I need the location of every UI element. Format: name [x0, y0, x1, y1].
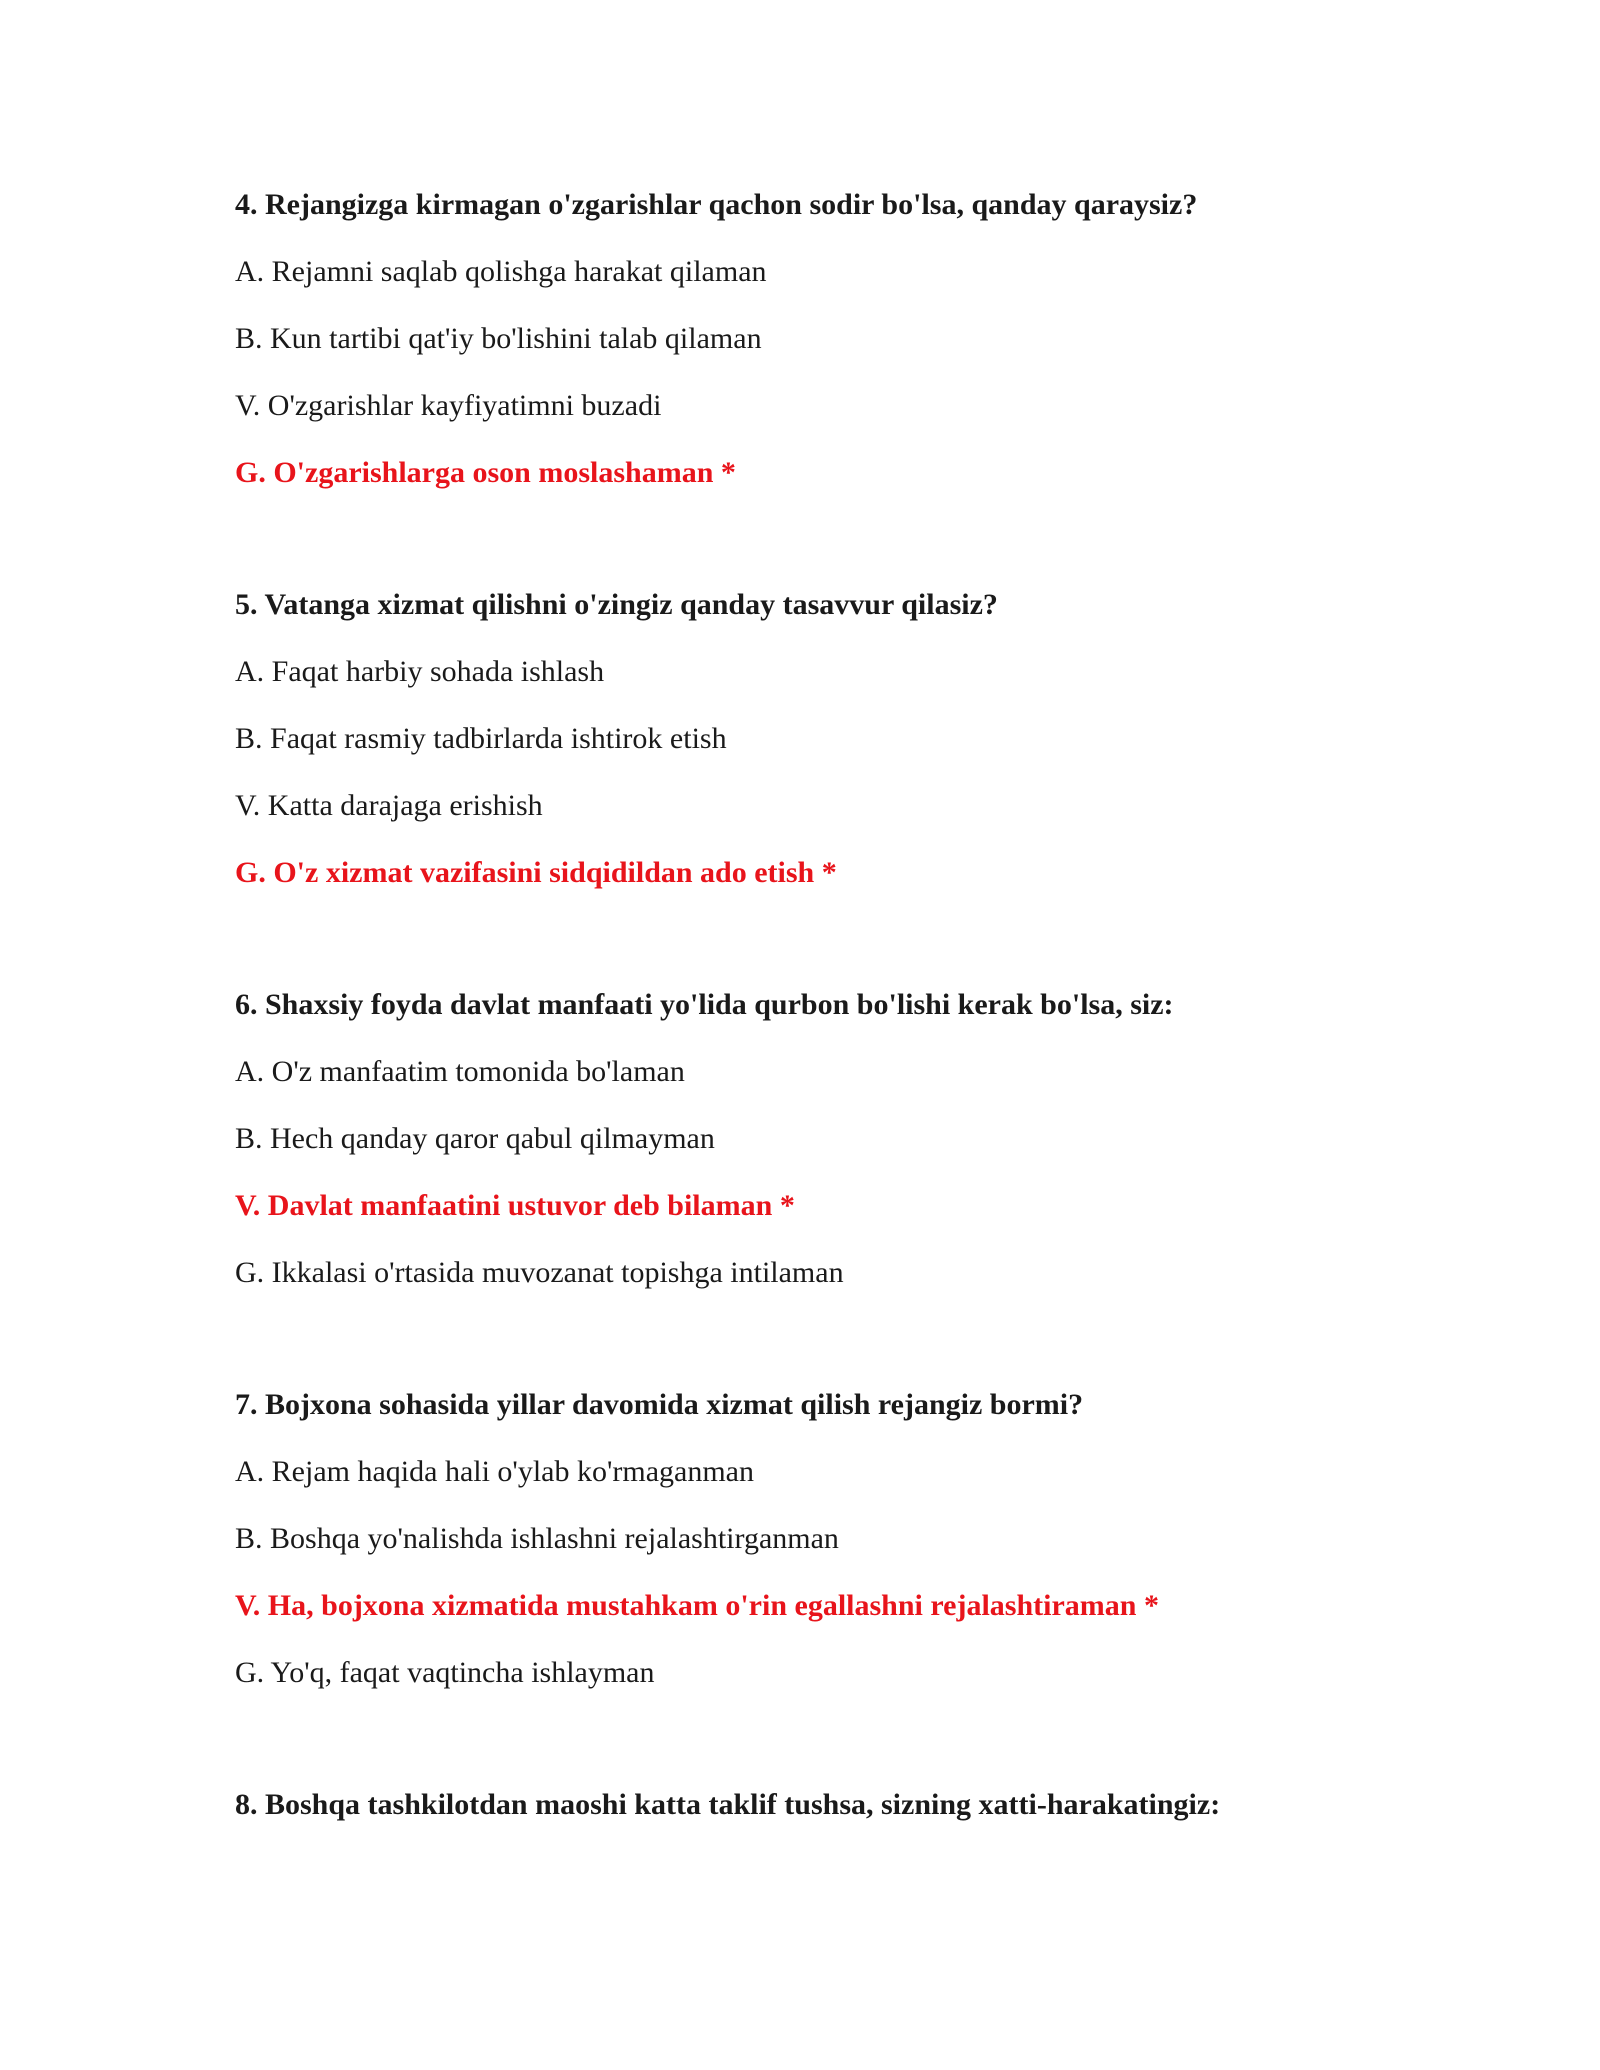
answer-option-a: A. O'z manfaatim tomonida bo'laman [235, 1055, 685, 1088]
answer-option-g: G. Ikkalasi o'rtasida muvozanat topishga intilaman [235, 1256, 844, 1289]
answer-option-v-correct: V. Davlat manfaatini ustuvor deb bilaman * [235, 1189, 795, 1222]
answer-option-b: B. Hech qanday qaror qabul qilmayman [235, 1122, 715, 1155]
answer-option-a: A. Rejam haqida hali o'ylab ko'rmaganman [235, 1455, 754, 1488]
answer-option-g-correct: G. O'zgarishlarga oson moslashaman * [235, 456, 736, 489]
answer-option-a: A. Faqat harbiy sohada ishlash [235, 655, 605, 688]
question-title: 7. Bojxona sohasida yillar davomida xizmat qilish rejangiz bormi? [235, 1388, 1084, 1421]
answer-option-b: B. Kun tartibi qat'iy bo'lishini talab qilaman [235, 322, 762, 355]
answer-option-v: V. Katta darajaga erishish [235, 789, 543, 822]
answer-option-a: A. Rejamni saqlab qolishga harakat qilaman [235, 255, 767, 288]
question-5 [235, 588, 1435, 890]
answer-option-g-correct: G. O'z xizmat vazifasini sidqidildan ado etish * [235, 856, 837, 889]
question-8 [235, 1788, 1435, 1822]
question-title: 8. Boshqa tashkilotdan maoshi katta taklif tushsa, sizning xatti-harakatingiz: [235, 1788, 1221, 1821]
question-4 [235, 188, 1435, 490]
question-title: 4. Rejangizga kirmagan o'zgarishlar qachon sodir bo'lsa, qanday qaraysiz? [235, 188, 1198, 221]
answer-option-b: B. Boshqa yo'nalishda ishlashni rejalashtirganman [235, 1522, 839, 1555]
question-title: 5. Vatanga xizmat qilishni o'zingiz qanday tasavvur qilasiz? [235, 588, 998, 621]
question-7 [235, 1388, 1435, 1690]
question-title: 6. Shaxsiy foyda davlat manfaati yo'lida qurbon bo'lishi kerak bo'lsa, siz: [235, 988, 1174, 1021]
answer-option-v-correct: V. Ha, bojxona xizmatida mustahkam o'rin egallashni rejalashtiraman * [235, 1589, 1159, 1622]
answer-option-b: B. Faqat rasmiy tadbirlarda ishtirok etish [235, 722, 727, 755]
question-6 [235, 988, 1435, 1290]
answer-option-g: G. Yo'q, faqat vaqtincha ishlayman [235, 1656, 655, 1689]
answer-option-v: V. O'zgarishlar kayfiyatimni buzadi [235, 389, 662, 422]
